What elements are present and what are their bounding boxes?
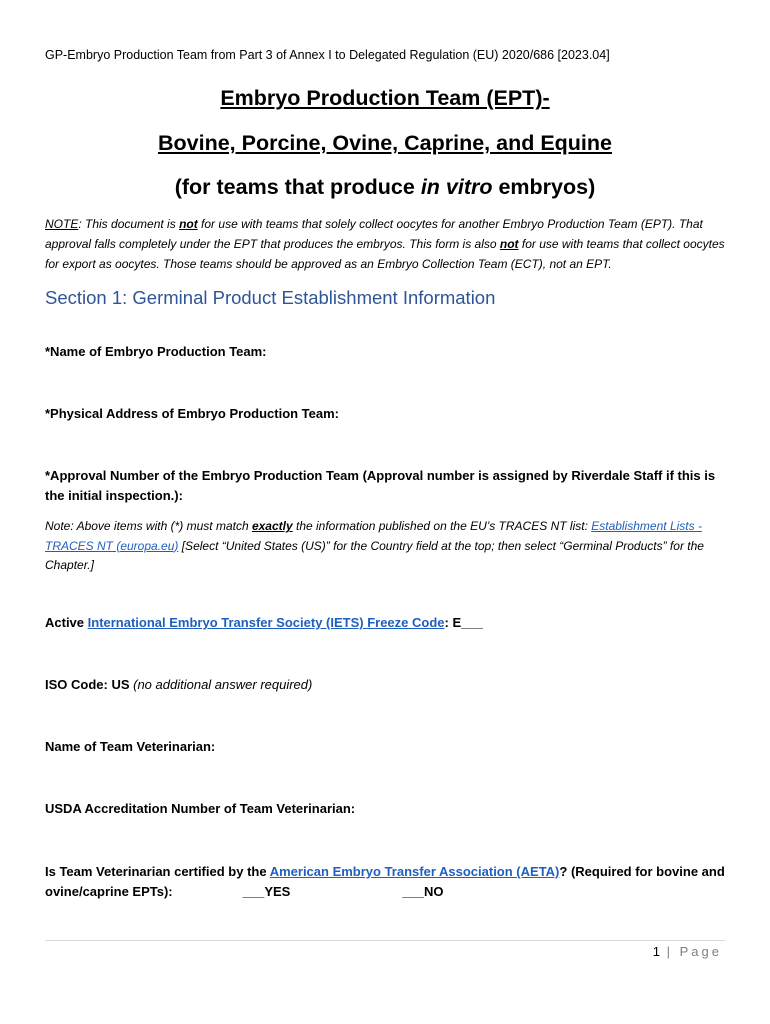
title-line-2: Bovine, Porcine, Ovine, Caprine, and Equine	[158, 131, 612, 155]
note2-exactly: exactly	[251, 519, 293, 533]
page-label: Page	[679, 944, 722, 959]
traces-nt-link[interactable]: Establishment Lists - TRACES NT (europa.eu)	[45, 519, 702, 553]
note-text-1: : This document is	[78, 217, 180, 231]
section-1-heading: Section 1: Germinal Product Establishment Information	[45, 287, 496, 308]
title-line-3-post: embryos)	[492, 175, 596, 199]
iets-label-pre: Active	[45, 615, 88, 630]
aeta-label-pre: Is Team Veterinarian certified by the	[45, 864, 270, 879]
field-team-veterinarian-label: Name of Team Veterinarian:	[45, 739, 216, 754]
iso-code-note: (no additional answer required)	[133, 677, 313, 692]
field-aeta-certification	[45, 862, 735, 902]
field-iets-freeze-code	[45, 615, 483, 630]
iets-label-post: : E___	[444, 615, 483, 630]
page-number: 1	[652, 944, 661, 959]
note-text-3: for use with teams that collect oocytes for export as oocytes. Those teams should be approved as an Embryo Collection Team (ECT), not an EPT.	[45, 237, 725, 271]
page-separator: |	[660, 944, 680, 959]
note-not-1: not	[179, 217, 198, 231]
iets-link[interactable]: International Embryo Transfer Society (IETS) Freeze Code	[87, 615, 445, 630]
page-footer	[653, 944, 722, 959]
page-header: GP-Embryo Production Team from Part 3 of Annex I to Delegated Regulation (EU) 2020/686 [2023.04]	[45, 48, 610, 62]
title-line-3-italic: in vitro	[420, 175, 493, 199]
field-team-name-label: *Name of Embryo Production Team:	[45, 344, 267, 359]
note2-text-3: [Select “United States (US)” for the Country field at the top; then select “Germinal Products” for the Chapter.]	[45, 538, 704, 572]
title-line-3	[0, 175, 770, 200]
field-approval-number-label: *Approval Number of the Embryo Production Team (Approval number is assigned by Riverdale Staff if this is the initial inspection.):	[45, 468, 716, 503]
field-physical-address-label: *Physical Address of Embryo Production Team:	[45, 406, 340, 421]
title-line-1: Embryo Production Team (EPT)-	[220, 86, 550, 110]
field-usda-accreditation-label: USDA Accreditation Number of Team Veterinarian:	[45, 801, 356, 816]
title-line-3-pre: (for teams that produce	[174, 175, 421, 199]
note-paragraph	[45, 214, 735, 274]
note-label: NOTE	[45, 217, 79, 231]
aeta-label-post: ? (Required for bovine and ovine/caprine EPTs):	[45, 864, 725, 899]
note-not-2: not	[499, 237, 519, 251]
note2-text-2: the information published on the EU’s TRACES NT list:	[292, 519, 592, 533]
aeta-no-option[interactable]: ___NO	[402, 884, 444, 899]
aeta-yes-option[interactable]: ___YES	[242, 884, 291, 899]
field-iso-code	[45, 677, 312, 692]
aeta-link[interactable]: American Embryo Transfer Association (AETA)	[269, 864, 560, 879]
footer-divider	[45, 940, 725, 941]
note-text-2: for use with teams that solely collect oocytes for another Embryo Production Team (EPT). That approval falls completely under the EPT that produces the embryos. This form is also	[45, 217, 703, 251]
note2-text-1: Note: Above items with (*) must match	[45, 519, 252, 533]
iso-code-label: ISO Code: US	[45, 677, 134, 692]
note-traces-paragraph	[45, 517, 735, 576]
